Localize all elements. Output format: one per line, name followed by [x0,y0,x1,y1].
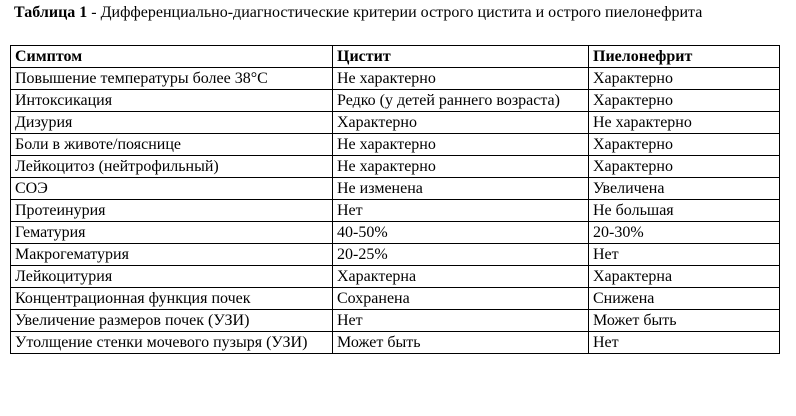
symptom-cell: Концентрационная функция почек [11,288,333,310]
pyelonephritis-cell: Нет [589,332,780,354]
cystitis-cell: Не изменена [333,178,589,200]
table-row [11,244,780,266]
cystitis-cell: Не характерно [333,156,589,178]
cystitis-cell: Не характерно [333,134,589,156]
pyelonephritis-cell: Нет [589,244,780,266]
cystitis-cell: Редко (у детей раннего возраста) [333,90,589,112]
pyelonephritis-cell: Характерно [589,156,780,178]
pyelonephritis-cell: Может быть [589,310,780,332]
symptom-cell: Боли в животе/пояснице [11,134,333,156]
criteria-table [10,45,780,354]
symptom-cell: Макрогематурия [11,244,333,266]
table-header-row [11,46,780,68]
table-row [11,178,780,200]
cystitis-cell: 40-50% [333,222,589,244]
pyelonephritis-cell: Не характерно [589,112,780,134]
table-row [11,266,780,288]
cystitis-cell: Может быть [333,332,589,354]
cystitis-cell: 20-25% [333,244,589,266]
symptom-cell: Интоксикация [11,90,333,112]
table-row [11,134,780,156]
table-row [11,288,780,310]
table-caption-label: Таблица 1 [14,4,88,21]
symptom-cell: Протеинурия [11,200,333,222]
table-row [11,112,780,134]
table-row [11,222,780,244]
pyelonephritis-cell: Увеличена [589,178,780,200]
cystitis-cell: Нет [333,310,589,332]
symptom-cell: Дизурия [11,112,333,134]
pyelonephritis-cell: Снижена [589,288,780,310]
cystitis-cell: Характерно [333,112,589,134]
cystitis-cell: Сохранена [333,288,589,310]
header-cystitis: Цистит [333,46,589,68]
pyelonephritis-cell: Не большая [589,200,780,222]
pyelonephritis-cell: Характерно [589,90,780,112]
symptom-cell: СОЭ [11,178,333,200]
pyelonephritis-cell: Характерно [589,68,780,90]
header-pyelonephritis: Пиелонефрит [589,46,780,68]
pyelonephritis-cell: Характерно [589,134,780,156]
table-row [11,156,780,178]
table-row [11,68,780,90]
cystitis-cell: Не характерно [333,68,589,90]
cystitis-cell: Характерна [333,266,589,288]
table-row [11,310,780,332]
symptom-cell: Лейкоцитурия [11,266,333,288]
symptom-cell: Повышение температуры более 38°С [11,68,333,90]
table-caption [14,4,784,22]
symptom-cell: Гематурия [11,222,333,244]
symptom-cell: Увеличение размеров почек (УЗИ) [11,310,333,332]
table-row [11,90,780,112]
pyelonephritis-cell: Характерна [589,266,780,288]
table-row [11,332,780,354]
header-symptom: Симптом [11,46,333,68]
table-row [11,200,780,222]
symptom-cell: Лейкоцитоз (нейтрофильный) [11,156,333,178]
pyelonephritis-cell: 20-30% [589,222,780,244]
symptom-cell: Утолщение стенки мочевого пузыря (УЗИ) [11,332,333,354]
table-caption-text: - Дифференциально-диагностические критерии острого цистита и острого пиелонефрита [87,4,703,21]
cystitis-cell: Нет [333,200,589,222]
